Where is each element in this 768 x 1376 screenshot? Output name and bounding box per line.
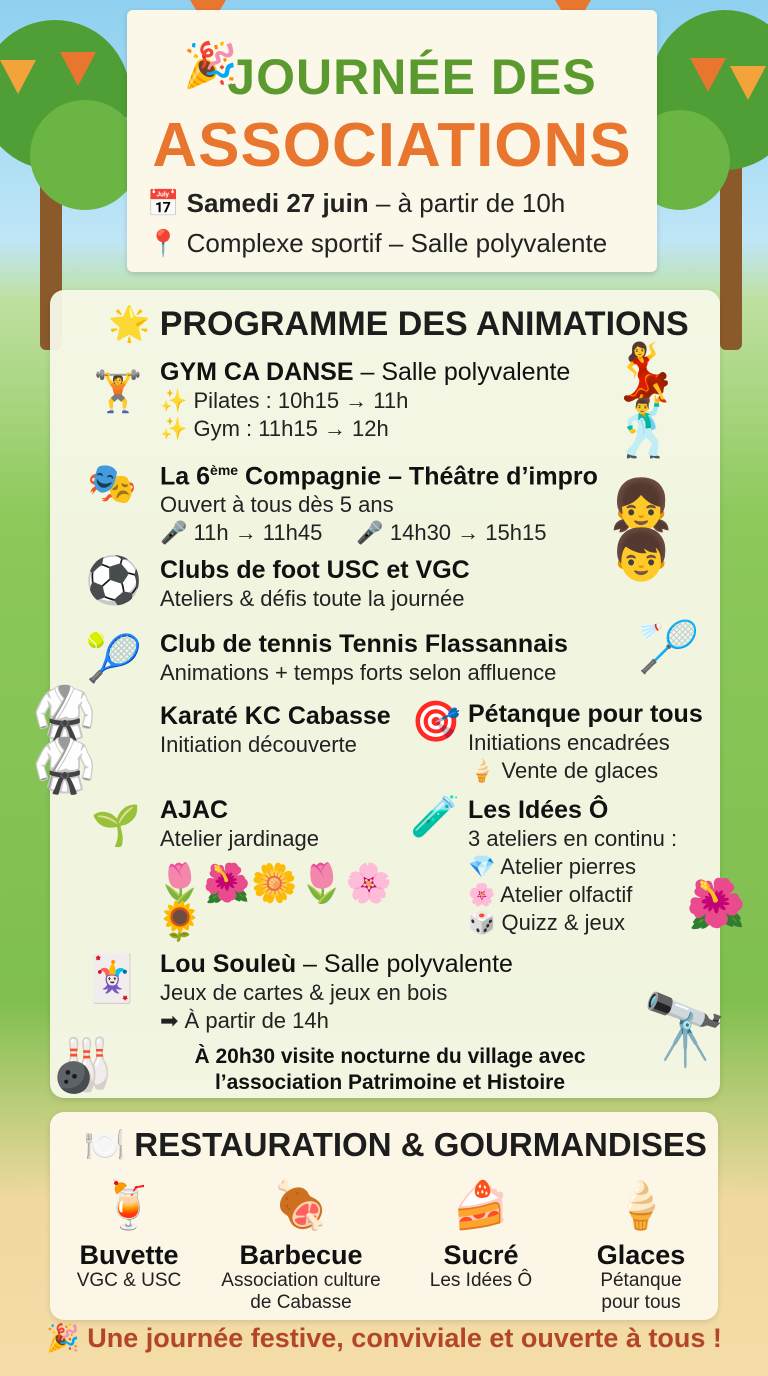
flowers-icon: 🌷🌺🌼🌷🌸🌻 <box>156 863 393 943</box>
date-line: 📅 Samedi 27 juin – à partir de 10h <box>147 188 566 218</box>
flag-7 <box>690 58 726 92</box>
activity-gym: GYM CA DANSE – Salle polyvalente ✨ Pilates : 10h15 → 11h ✨ Gym : 11h15 → 12h <box>160 358 571 441</box>
plate-icon: 🍽️ <box>84 1126 126 1163</box>
flowers-side-icon: 🌺 <box>686 878 746 931</box>
activity-tennis: Club de tennis Tennis Flassannais Animations + temps forts selon affluence <box>160 630 568 685</box>
bowling-icon: 🎳 <box>50 1037 116 1095</box>
food-item-buvette: 🍹 Buvette VGC & USC <box>44 1170 214 1292</box>
flag-2 <box>60 52 96 86</box>
food-item-sucre: 🍰 Sucré Les Idées Ô <box>396 1170 566 1292</box>
activity-petanque: Pétanque pour tous Initiations encadrées 🍦 Vente de glaces <box>468 700 703 783</box>
playing-card-icon: 🃏 <box>83 952 141 1004</box>
party-popper-icon-footer: 🎉 <box>46 1323 80 1353</box>
night-visit: À 20h30 visite nocturne du village avec l’association Patrimoine et Histoire <box>194 1045 586 1094</box>
cake-icon: 🍰 <box>452 1179 510 1231</box>
soccer-ball-icon: ⚽ <box>85 554 143 606</box>
cocktail-icon: 🍹 <box>100 1179 158 1231</box>
food-item-barbecue: 🍖 Barbecue Association culture de Cabasse <box>206 1170 396 1314</box>
footer-tagline: 🎉 Une journée festive, conviviale et ouverte à tous ! <box>46 1323 722 1353</box>
seedling-icon: 🌱 <box>91 804 141 848</box>
meat-icon: 🍖 <box>272 1179 330 1231</box>
theatre-masks-icon: 🎭 <box>87 462 137 506</box>
tree-left-foliage-2 <box>30 100 140 210</box>
food-title: 🍽️ RESTAURATION & GOURMANDISES <box>84 1126 707 1163</box>
karate-icon: 🥋🥋 <box>32 685 97 795</box>
activity-foot: Clubs de foot USC et VGC Ateliers & défis toute la journée <box>160 556 470 611</box>
party-popper-icon: 🎉 <box>183 41 238 90</box>
activity-ajac: AJAC Atelier jardinage <box>160 796 319 851</box>
activity-lou: Lou Souleù – Salle polyvalente Jeux de cartes & jeux en bois ➡ À partir de 14h <box>160 950 513 1033</box>
flag-8 <box>730 66 766 100</box>
pin-icon: 📍 <box>147 228 180 258</box>
activity-karate: Karaté KC Cabasse Initiation découverte <box>160 702 391 757</box>
title-line-1: JOURNÉE DES <box>227 49 597 105</box>
location-line: 📍 Complexe sportif – Salle polyvalente <box>147 228 608 258</box>
activity-idees: Les Idées Ô 3 ateliers en continu : 💎 Atelier pierres 🌸 Atelier olfactif 🎲 Quizz & jeux <box>468 796 678 935</box>
header-card <box>127 10 657 272</box>
activity-theatre: La 6ème Compagnie – Théâtre d’impro Ouvert à tous dès 5 ans 🎤 11h → 11h45 🎤 14h30 → 15h15 <box>160 462 598 546</box>
children-icon: 👧👦 <box>610 477 673 583</box>
title-line-2: ASSOCIATIONS <box>152 111 632 180</box>
food-item-glaces: 🍦 Glaces Pétanque pour tous <box>556 1170 726 1314</box>
weightlifter-icon: 🏋️ <box>93 370 143 414</box>
ice-cream-icon: 🍦 <box>612 1179 670 1231</box>
dancers-icon: 💃🕺 <box>610 340 680 459</box>
tennis-ball-icon: 🎾 <box>85 632 143 684</box>
target-icon: 🎯 <box>411 700 461 744</box>
calendar-icon: 📅 <box>147 188 180 218</box>
telescope-icon: 🔭 <box>641 991 729 1069</box>
star-icon: 🌟 <box>108 305 151 343</box>
tennis-racket-icon: 🏸 <box>637 619 701 675</box>
program-title: 🌟 PROGRAMME DES ANIMATIONS <box>108 305 689 343</box>
flag-1 <box>0 60 36 94</box>
test-tube-icon: 🧪 <box>410 795 460 839</box>
